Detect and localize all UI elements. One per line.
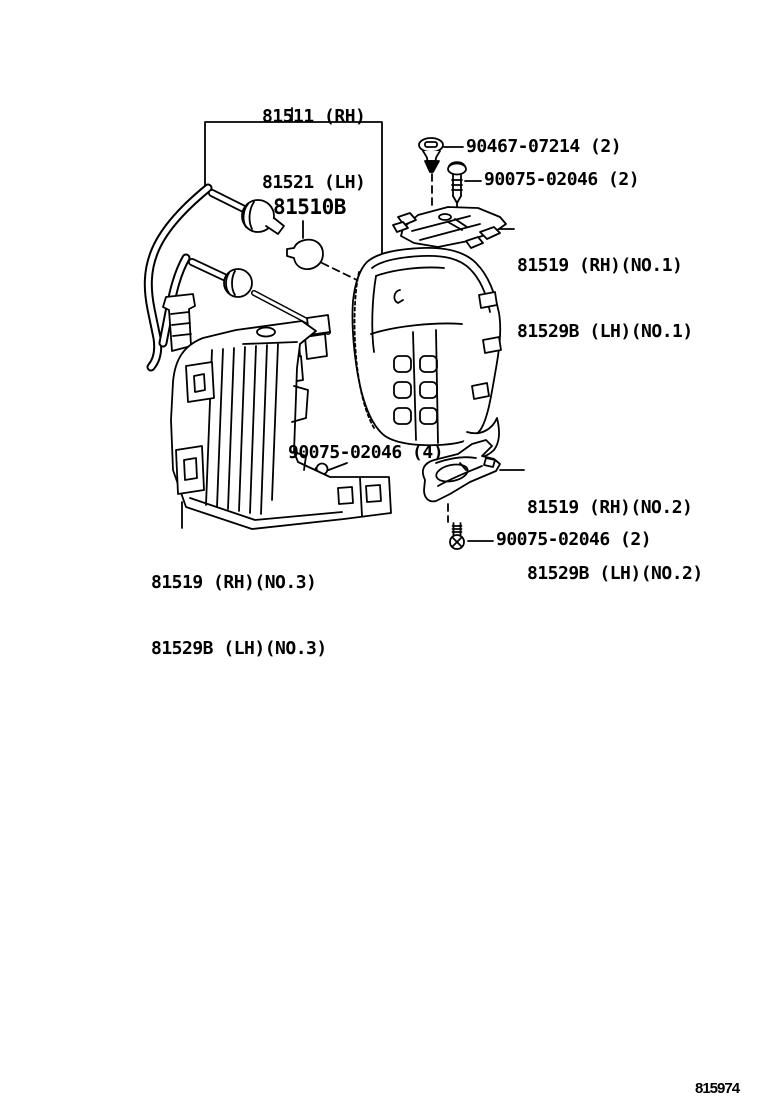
figure-number: 815974 [695, 1080, 740, 1097]
label-screw-no3: 90075-02046 (4) [288, 442, 444, 463]
label-bracket-no2-rh: 81519 (RH)(NO.2) [527, 497, 693, 518]
label-screw-no1: 90075-02046 (2) [484, 169, 640, 190]
lamp-housing-drawing [352, 248, 501, 459]
label-bracket-no3 [151, 528, 327, 704]
label-bracket-no1-rh: 81519 (RH)(NO.1) [517, 255, 683, 276]
label-assembly-rh: 81511 (RH) [262, 106, 366, 127]
label-bracket-no1 [517, 211, 693, 387]
label-bracket-no3-lh: 81529B (LH)(NO.3) [151, 638, 327, 659]
screw-top-drawing [448, 162, 466, 203]
label-screw-no2: 90075-02046 (2) [496, 529, 652, 550]
label-clip: 90467-07214 (2) [466, 136, 622, 157]
bulb-socket-b [224, 269, 252, 297]
bulb-drawing [287, 240, 323, 269]
bracket-no1-drawing [393, 207, 506, 248]
label-bracket-no2-lh: 81529B (LH)(NO.2) [527, 563, 703, 584]
clip-drawing [419, 138, 443, 172]
screw-bottom-drawing [450, 523, 464, 549]
label-bracket-no3-rh: 81519 (RH)(NO.3) [151, 572, 317, 593]
label-bracket-no1-lh: 81529B (LH)(NO.1) [517, 321, 693, 342]
label-bulb: 81510B [273, 195, 346, 219]
label-assembly-lh: 81521 (LH) [262, 172, 366, 193]
